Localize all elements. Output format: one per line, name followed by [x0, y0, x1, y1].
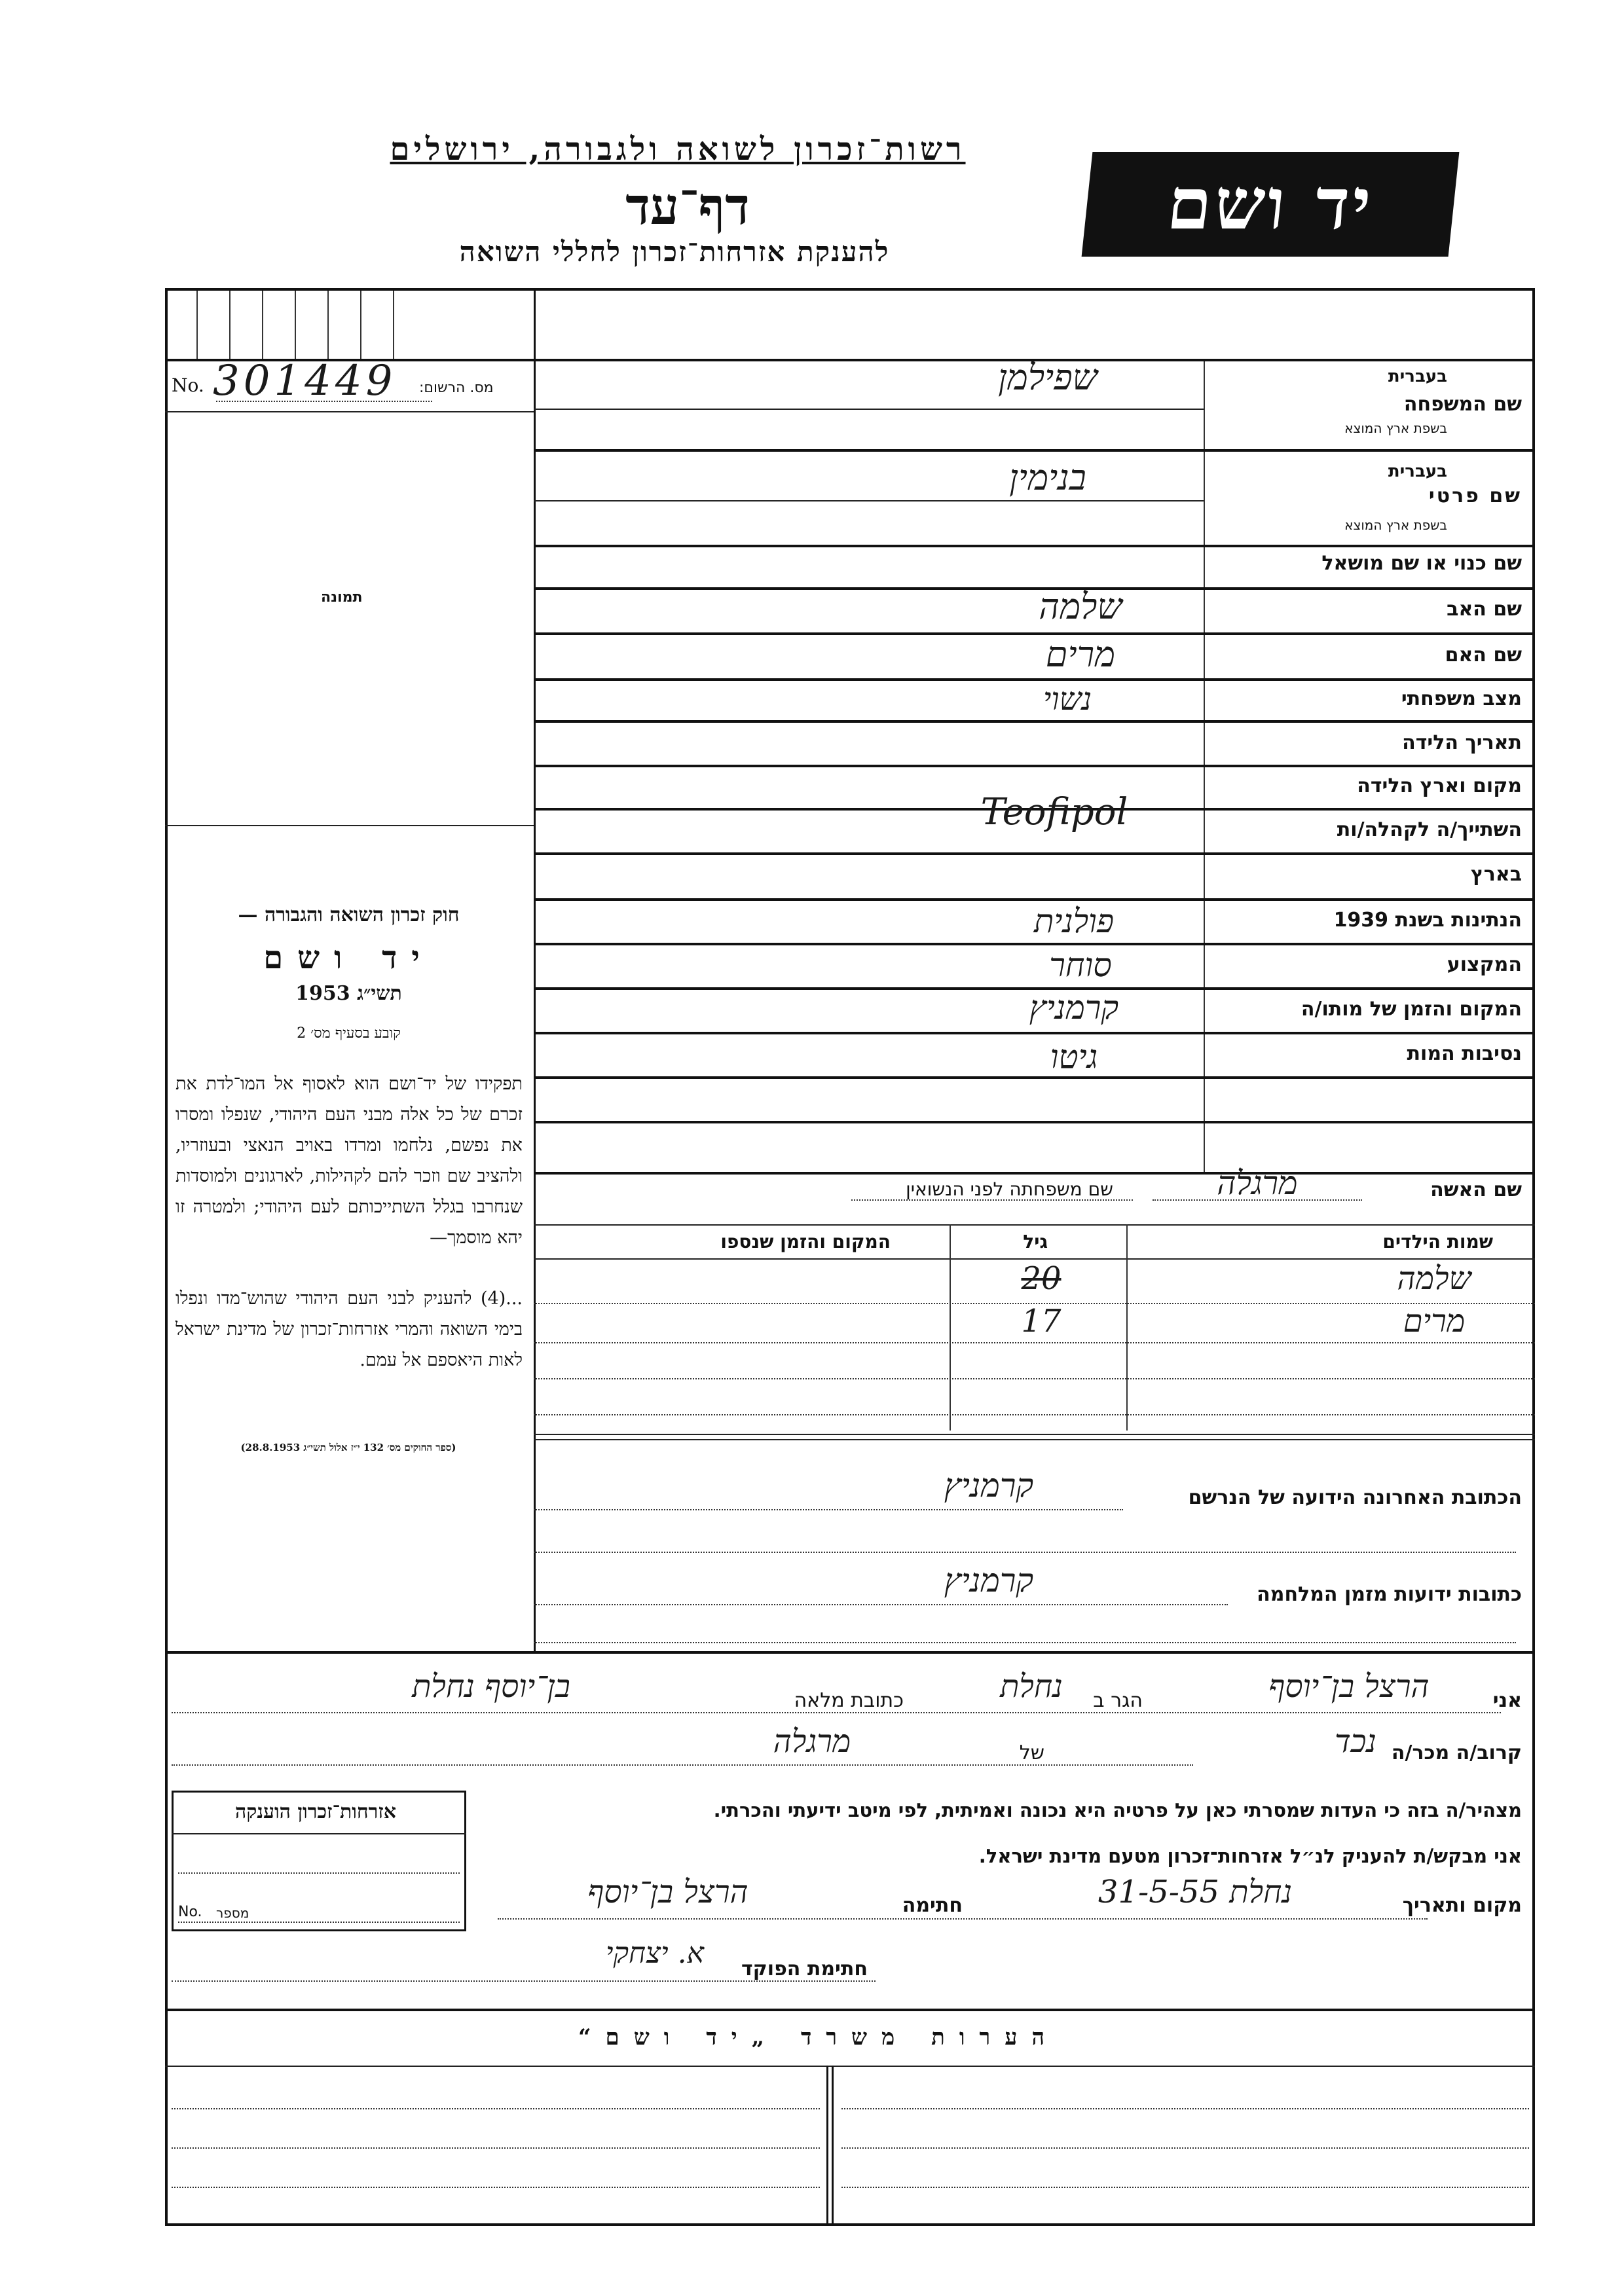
children-place-header: המקום והזמן שנספו [720, 1231, 891, 1252]
office-notes-title: הערות משרד „יד ושם“ [578, 2024, 1060, 2050]
citizenship-1939-value: פולנית [1033, 902, 1115, 940]
law-name: יד ושם [263, 939, 434, 976]
photo-label: תמונה [321, 589, 363, 606]
child-2-age: 17 [1021, 1303, 1061, 1339]
first-name-value: בנימין [1009, 457, 1086, 498]
marital-status-value: נשוי [1043, 681, 1092, 718]
of-label: של [1019, 1741, 1044, 1764]
war-address-value: קרמניץ [944, 1561, 1034, 1599]
resides-city: נחלת [1000, 1668, 1063, 1705]
officer-signature-value: א. יצחקי [605, 1937, 705, 1970]
of-value: מרגלה [773, 1723, 851, 1760]
profession-value: סוחר [1049, 946, 1112, 984]
authority-title: רשות־זכרון לשואה ולגבורה, ירושלים [390, 131, 966, 168]
citizenship-no-prefix: No. [178, 1904, 202, 1920]
father-name-value: שלמה [1039, 586, 1122, 627]
law-paragraph-2: ...(4) להעניק לבני העם היהודי שהוש־מדו ונפלו בימי השואה והמרי אזרחות־זכרון של מדינת ישראל לאות היאספם אל עמם. [175, 1288, 523, 1370]
citizenship-granted-title: אזרחות־זכרון הוענקה [234, 1800, 397, 1823]
first-name-label: שם פרטי [1428, 484, 1522, 507]
law-paragraph-1: תפקידו של יד־ושם הוא לאסוף אל המו־לדת את זכרם של כל אלה מבני העם היהודי, שנפלו ומסרו את נפשם, נלחמו ומרדו באויב הנאצי ובעוזריו, ולהציב שם וזכר להם לקהילות, לארגונים ולמוסדות שנחרבו בגלל השתייכותם לעם היהודי; ולמטרה זו יהא מוסמך— [175, 1074, 523, 1248]
death-place-label: המקום והזמן של מותו/ה [1301, 998, 1522, 1021]
declarant-name: הרצל בן־יוסף [1268, 1668, 1430, 1705]
registration-label: מס. הרשום: [419, 380, 494, 396]
child-1-name: שלמה [1397, 1260, 1471, 1297]
law-year: תשי״ג 1953 [295, 982, 402, 1005]
wife-maiden-name-label: שם משפחתה לפני הנשואין [906, 1178, 1113, 1200]
declaration-statement: מצהיר/ה בזה כי העדות שמסרתי כאן על פרטיה היא נכונה ואמיתית, לפי מיטב ידיעתי והכרתי. [713, 1799, 1522, 1821]
mother-name-label: שם האם [1445, 644, 1522, 666]
relation-label: קרוב/ה מכר/ה [1391, 1741, 1522, 1764]
officer-signature-label: חתימת הפוקד [741, 1958, 868, 1980]
law-section: קובע בסעיף מס׳ 2 [297, 1025, 401, 1042]
birth-date-label: תאריך הלידה [1402, 731, 1522, 754]
first-name-native-label: בשפת ארץ המוצא [1344, 517, 1447, 533]
country-label: בארץ [1470, 863, 1522, 886]
wife-name-value: מרגלה [1217, 1164, 1298, 1202]
child-1-age: 20 [1021, 1260, 1061, 1297]
declarant-label: אני [1492, 1689, 1522, 1712]
profession-label: המקצוע [1447, 953, 1522, 976]
community-label: השתייך/ה לקהלה/ות [1337, 818, 1522, 841]
signature-value: הרצל בן־יוסף [587, 1874, 748, 1910]
birth-place-label: מקום וארץ הלידה [1357, 774, 1522, 797]
form-subtitle: להענקת אזרחות־זכרון לחללי השואה [459, 236, 890, 268]
family-name-native-label: בשפת ארץ המוצא [1344, 420, 1447, 436]
citizenship-1939-label: הנתינות בשנת 1939 [1333, 909, 1522, 932]
children-names-header: שמות הילדים [1382, 1231, 1493, 1252]
wife-name-label: שם האשה [1430, 1178, 1522, 1201]
place-date-value: נחלת 31-5-55 [1098, 1874, 1293, 1910]
full-address-label: כתובת מלאה [794, 1689, 904, 1712]
law-title: חוק זכרון השואה והגבורה — [238, 903, 460, 926]
form-title: דף־עד [625, 177, 750, 236]
declaration-request: אני מבקש/ת להעניק לנ״ל אזרחות־זכרון מטעם מדינת ישראל. [978, 1845, 1522, 1867]
registration-no-prefix: No. [172, 374, 204, 396]
sidebar-divider [534, 288, 536, 1651]
relation-value: נכד [1335, 1723, 1376, 1760]
father-name-label: שם האב [1447, 598, 1522, 621]
first-name-hebrew-label: בעברית [1388, 462, 1447, 481]
full-address-value: בן־יוסף נחלת [412, 1668, 570, 1705]
family-name-label: שם המשפחה [1403, 393, 1522, 416]
signature-label: חתימה [902, 1894, 963, 1917]
child-2-name: מרים [1403, 1303, 1466, 1339]
family-name-hebrew-label: בעברית [1388, 367, 1447, 386]
resides-label: הגר ב [1093, 1689, 1143, 1712]
nickname-label: שם כנוי או שם מושאל [1321, 552, 1522, 575]
children-age-header: גיל [1023, 1231, 1048, 1252]
marital-status-label: מצב משפחתי [1401, 687, 1522, 710]
form-frame [165, 288, 1535, 2226]
death-cause-value: גיטו [1050, 1038, 1098, 1076]
birth-place-value: Teofipol [980, 791, 1128, 833]
last-address-value: קרמניץ [944, 1467, 1034, 1504]
place-date-label: מקום ותאריך [1402, 1894, 1522, 1917]
death-place-value: קרמניץ [1029, 989, 1119, 1027]
mother-name-value: מרים [1045, 634, 1116, 675]
logo-text: יד ושם [1163, 162, 1378, 246]
registration-number: 301449 [213, 357, 397, 405]
law-citation: (ספר החוקים מס׳ 132 י״ז אלול תשי״ג 28.8.1953) [240, 1442, 456, 1453]
family-name-value: שפילמן [998, 357, 1098, 398]
war-address-label: כתובות ידועות מזמן המלחמה [1257, 1583, 1522, 1606]
last-address-label: הכתובת האחרונה הידועה של הנרשם [1188, 1486, 1522, 1509]
yad-vashem-logo [1082, 152, 1460, 257]
citizenship-number-label: מספר [216, 1905, 249, 1921]
death-cause-label: נסיבות המות [1407, 1042, 1522, 1065]
